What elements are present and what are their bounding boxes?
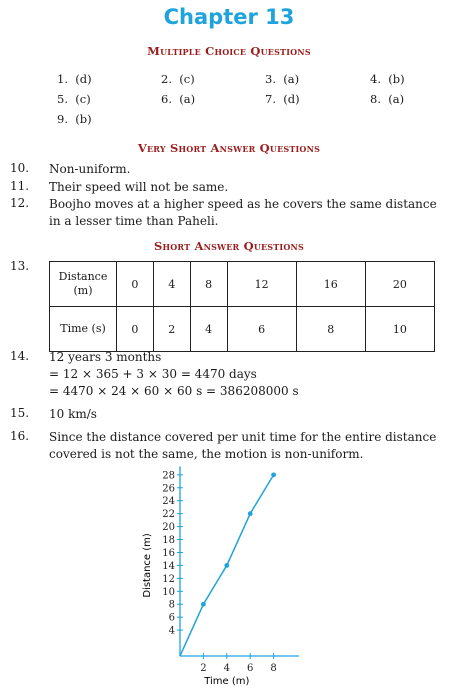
x-tick-label: 6 <box>247 663 254 674</box>
table-cell: 20 <box>365 262 434 307</box>
y-tick-label: 22 <box>162 509 175 521</box>
y-tick-label: 20 <box>162 522 175 534</box>
mcq-item: 6. (a) <box>161 92 196 106</box>
question-number: 10. <box>10 161 30 175</box>
answer-text: Non-uniform. <box>49 162 131 176</box>
y-tick-label: 6 <box>168 612 175 624</box>
distance-time-table <box>49 261 435 352</box>
mcq-item: 3. (a) <box>265 72 300 86</box>
y-tick-label: 18 <box>162 535 175 547</box>
vsaq-heading: Very Short Answer Questions <box>137 141 321 155</box>
mcq-item: 9. (b) <box>57 112 92 126</box>
question-number: 12. <box>10 196 30 210</box>
y-tick-label: 24 <box>162 496 175 508</box>
data-point <box>248 511 253 516</box>
mcq-item: 2. (c) <box>161 72 195 86</box>
answer-line: = 12 × 365 + 3 × 30 = 4470 days <box>49 367 257 381</box>
table-cell: 8 <box>296 307 365 352</box>
chart-series <box>180 472 276 656</box>
question-number: 13. <box>10 259 30 273</box>
x-axis-label: Time (m) <box>204 676 250 687</box>
table-cell: 0 <box>117 307 154 352</box>
y-tick-label: 4 <box>168 625 175 637</box>
table-cell: 0 <box>117 262 154 307</box>
data-point <box>201 602 206 607</box>
question-number: 15. <box>10 406 30 420</box>
answer-line: = 4470 × 24 × 60 × 60 s = 386208000 s <box>49 384 299 398</box>
mcq-item: 7. (d) <box>265 92 300 106</box>
table-row <box>50 307 435 352</box>
table-cell: 12 <box>227 262 296 307</box>
answer-text: Since the distance covered per unit time for the entire distance covered is not the same, the motion is non-uniform. <box>49 430 437 461</box>
y-tick-label: 8 <box>168 599 175 611</box>
x-tick-label: 4 <box>223 663 230 674</box>
table-header-cell: Distance (m) <box>50 262 117 307</box>
mcq-item: 5. (c) <box>57 92 91 106</box>
answer-line: 12 years 3 months <box>49 350 162 364</box>
question-number: 11. <box>10 179 30 193</box>
table-header-cell: Time (s) <box>50 307 117 352</box>
y-tick-label: 14 <box>162 560 175 572</box>
answer-text: Boojho moves at a higher speed as he covers the same distance in a lesser time than Paheli. <box>49 197 437 228</box>
table-cell: 4 <box>153 262 190 307</box>
y-tick-label: 26 <box>162 483 175 495</box>
data-point <box>224 563 229 568</box>
table-cell: 6 <box>227 307 296 352</box>
x-tick-label: 8 <box>270 663 277 674</box>
mcq-heading: Multiple Choice Questions <box>147 44 311 58</box>
chart-axes <box>180 466 299 656</box>
answer-text: Their speed will not be same. <box>49 180 229 194</box>
table-cell: 10 <box>365 307 434 352</box>
x-tick-label: 2 <box>200 663 207 674</box>
question-number: 14. <box>10 349 30 363</box>
data-point <box>271 472 276 477</box>
y-tick-label: 28 <box>162 470 175 482</box>
question-number: 16. <box>10 429 30 443</box>
table-row <box>50 262 435 307</box>
table-cell: 2 <box>153 307 190 352</box>
table-cell: 8 <box>190 262 227 307</box>
mcq-item: 1. (d) <box>57 72 92 86</box>
table-cell: 16 <box>296 262 365 307</box>
distance-time-graph <box>130 462 310 692</box>
y-axis-label: Distance (m) <box>142 533 153 598</box>
answer-text: 10 km/s <box>49 407 97 421</box>
table-cell: 4 <box>190 307 227 352</box>
mcq-item: 4. (b) <box>370 72 405 86</box>
y-tick-label: 12 <box>162 573 175 585</box>
y-tick-label: 16 <box>162 547 175 559</box>
chapter-title: Chapter 13 <box>163 5 295 29</box>
mcq-item: 8. (a) <box>370 92 405 106</box>
saq-heading: Short Answer Questions <box>153 239 305 253</box>
y-tick-label: 10 <box>162 586 175 598</box>
